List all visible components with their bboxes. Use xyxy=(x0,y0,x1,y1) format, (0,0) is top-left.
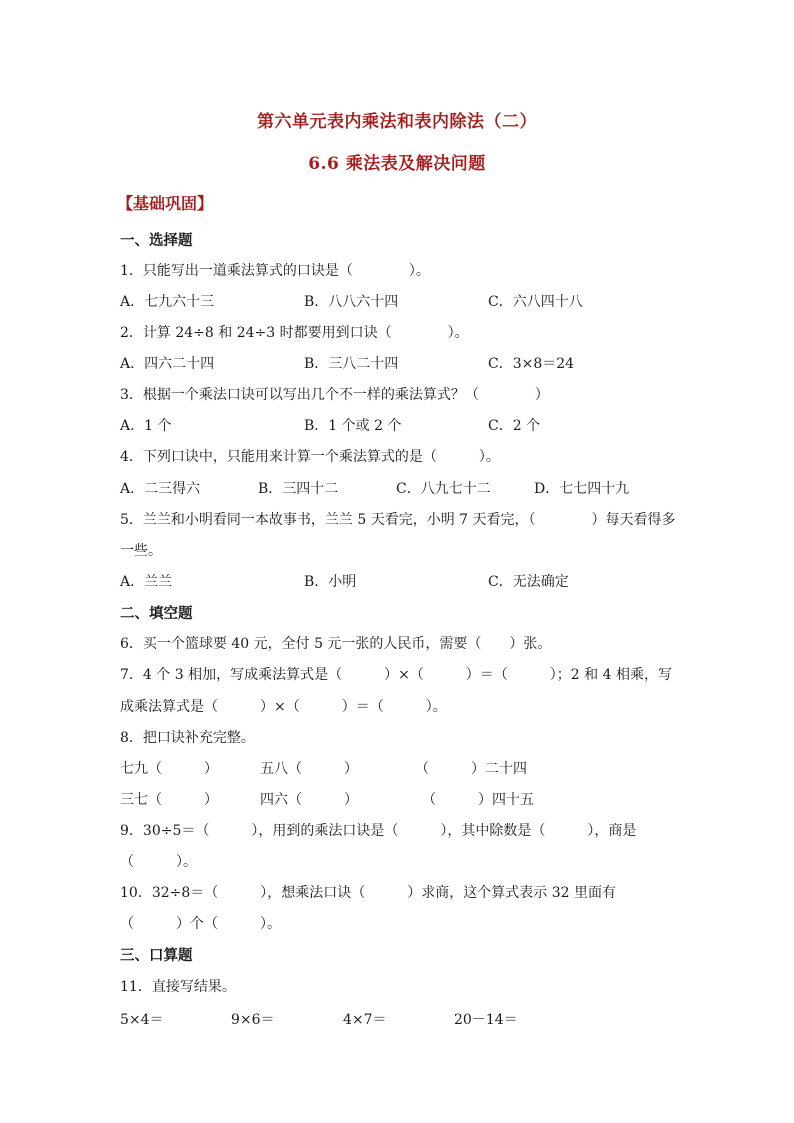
question-2: 2．计算 24÷8 和 24÷3 时都要用到口诀（ ）。 xyxy=(120,325,469,341)
q1-option-c: C．六八四十八 xyxy=(488,294,583,310)
q3-option-a: A．1 个 xyxy=(120,418,172,434)
q8-item-3: （ ）二十四 xyxy=(415,761,527,777)
q4-option-a: A．二三得六 xyxy=(120,481,201,497)
question-1: 1．只能写出一道乘法算式的口诀是（ ）。 xyxy=(120,263,430,279)
q11-item-2: 9×6＝ xyxy=(231,1012,275,1028)
q2-option-a: A．四六二十四 xyxy=(120,356,215,372)
q3-option-b: B．1 个或 2 个 xyxy=(304,418,402,434)
q5-option-b: B．小明 xyxy=(304,574,357,590)
q8-item-4: 三七（ ） xyxy=(120,792,218,808)
page-subtitle: 6.6 乘法表及解决问题 xyxy=(308,154,486,174)
q11-item-3: 4×7＝ xyxy=(343,1012,387,1028)
section-heading-fill: 二、填空题 xyxy=(120,605,193,622)
question-11: 11．直接写结果。 xyxy=(120,979,236,995)
question-10-line-1: 10．32÷8＝（ ），想乘法口诀（ ）求商，这个算式表示 32 里面有 xyxy=(120,885,616,901)
section-heading-mental: 三、口算题 xyxy=(120,947,193,964)
q2-option-b: B．三八二十四 xyxy=(304,356,399,372)
q8-item-5: 四六（ ） xyxy=(260,792,358,808)
question-4: 4．下列口诀中，只能用来计算一个乘法算式的是（ ）。 xyxy=(120,449,500,465)
q8-item-1: 七九（ ） xyxy=(120,761,218,777)
q4-option-d: D．七七四十九 xyxy=(534,481,630,497)
question-3: 3．根据一个乘法口诀可以写出几个不一样的乘法算式？（ ） xyxy=(120,387,549,403)
q4-option-b: B．三四十二 xyxy=(258,481,339,497)
q8-item-2: 五八（ ） xyxy=(260,761,358,777)
question-9-line-1: 9．30÷5＝（ ），用到的乘法口诀是（ ），其中除数是（ ），商是 xyxy=(120,823,637,839)
question-6: 6．买一个篮球要 40 元，全付 5 元一张的人民币，需要（ ）张。 xyxy=(120,636,552,652)
q1-option-b: B．八八六十四 xyxy=(304,294,399,310)
q3-option-c: C．2 个 xyxy=(488,418,541,434)
q4-option-c: C．八九七十二 xyxy=(396,481,491,497)
q11-item-1: 5×4＝ xyxy=(120,1012,164,1028)
q2-option-c: C．3×8＝24 xyxy=(488,356,575,372)
question-10-line-2: （ ）个（ ）。 xyxy=(120,916,281,932)
q5-option-a: A．兰兰 xyxy=(120,574,173,590)
section-tag-basic: 【基础巩固】 xyxy=(117,194,214,213)
q1-option-a: A．七九六十三 xyxy=(120,294,215,310)
q8-item-6: （ ）四十五 xyxy=(422,792,534,808)
question-5-line-2: 一些。 xyxy=(120,543,162,559)
question-7-line-1: 7．4 个 3 相加，写成乘法算式是（ ）×（ ）＝（ ）；2 和 4 相乘，写 xyxy=(120,667,672,683)
question-7-line-2: 成乘法算式是（ ）×（ ）＝（ ）。 xyxy=(120,699,447,715)
page-title: 第六单元表内乘法和表内除法（二） xyxy=(257,112,537,132)
q5-option-c: C．无法确定 xyxy=(488,574,569,590)
question-5-line-1: 5．兰兰和小明看同一本故事书，兰兰 5 天看完，小明 7 天看完，（ ）每天看得多 xyxy=(120,512,676,528)
q11-item-4: 20－14＝ xyxy=(454,1012,518,1028)
section-heading-choice: 一、选择题 xyxy=(120,232,193,249)
question-8: 8．把口诀补充完整。 xyxy=(120,730,255,746)
question-9-line-2: （ ）。 xyxy=(120,854,197,870)
